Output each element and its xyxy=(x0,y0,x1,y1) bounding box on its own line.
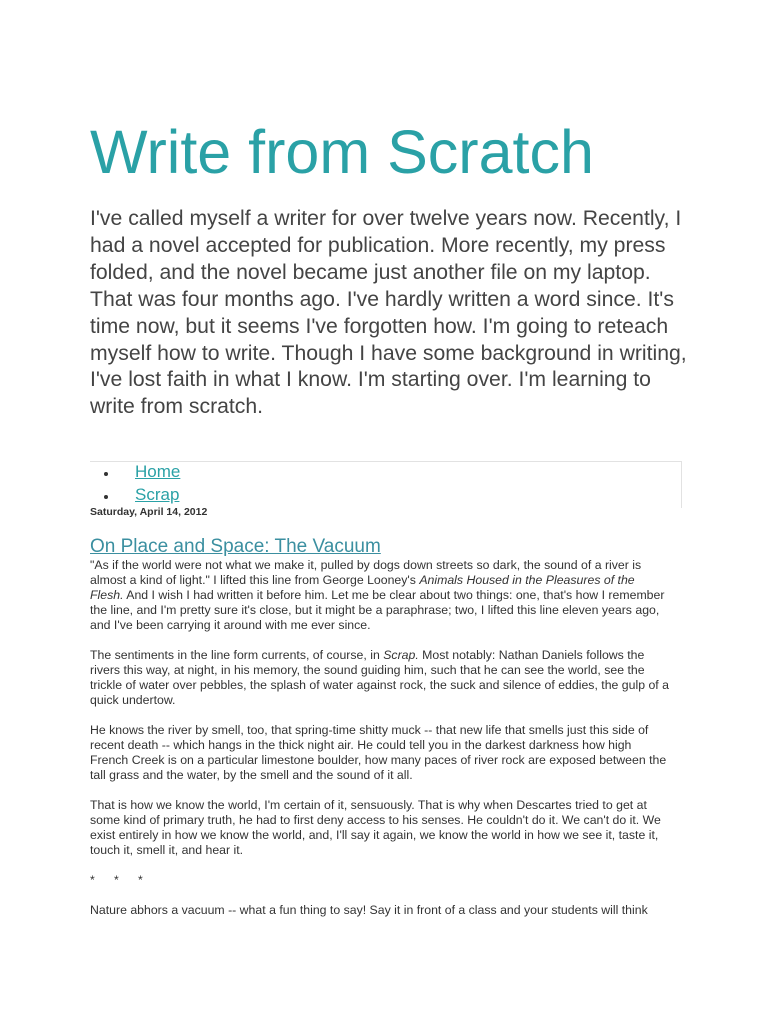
post-paragraph: He knows the river by smell, too, that spring-time shitty muck -- that new life that smells just this side of recent death -- which hangs in the thick night air. He could tell you in the darkest darkness how high French Creek is on a particular limestone boulder, how many paces of river rock are exposed between the tall grass and the water, by the smell and the sound of it all. xyxy=(90,723,667,782)
bullet-icon xyxy=(104,472,108,476)
tab-scrap-link[interactable]: Scrap xyxy=(135,485,180,504)
post-title-link[interactable]: On Place and Space: The Vacuum xyxy=(90,536,381,557)
blog-description: I've called myself a writer for over twelve years now. Recently, I had a novel accepted for publication. More recently, my press folded, and the novel became just another file on my laptop. That was four months ago. I've hardly written a word since. It's time now, but it seems I've forgotten how. I'm going to reteach myself how to write. Though I have some background in writing, I've lost faith in what I know. I'm starting over. I'm learning to write from scratch. xyxy=(90,207,687,419)
section-separator: * * * xyxy=(90,873,143,887)
post-body xyxy=(90,558,670,933)
page-tabs xyxy=(90,461,682,508)
date-header: Saturday, April 14, 2012 xyxy=(90,506,208,518)
post-paragraph: "As if the world were not what we make it, pulled by dogs down streets so dark, the sound of a river is almost a kind of light." I lifted this line from George Looney's Animals Housed in the Pleasures of the Flesh. And I wish I had written it before him. Let me be clear about two things: one, that's how I remember the line, and I'm pretty sure it's close, but it might be a paraphrase; two, I lifted this line eleven years ago, and I've been carrying it around with me ever since. xyxy=(90,558,665,632)
post-paragraph: The sentiments in the line form currents, of course, in Scrap. Most notably: Nathan Daniels follows the rivers this way, at night, in his memory, the sound guiding him, such that he can see the world, see the trickle of water over pebbles, the splash of water against rock, the suck and silence of eddies, the gulp of a quick undertow. xyxy=(90,648,669,707)
blog-title[interactable]: Write from Scratch xyxy=(90,118,594,186)
tab-home-link[interactable]: Home xyxy=(135,462,181,481)
post-paragraph: That is how we know the world, I'm certain of it, sensuously. That is why when Descartes tried to get at some kind of primary truth, he had to first deny access to his senses. He couldn't do it. We can't do it. We exist entirely in how we know the world, and, I'll say it again, we know the world in how we see it, taste it, touch it, smell it, and hear it. xyxy=(90,798,661,857)
post-paragraph: Nature abhors a vacuum -- what a fun thing to say! Say it in front of a class and your students will think xyxy=(90,903,648,917)
bullet-icon xyxy=(104,495,108,499)
